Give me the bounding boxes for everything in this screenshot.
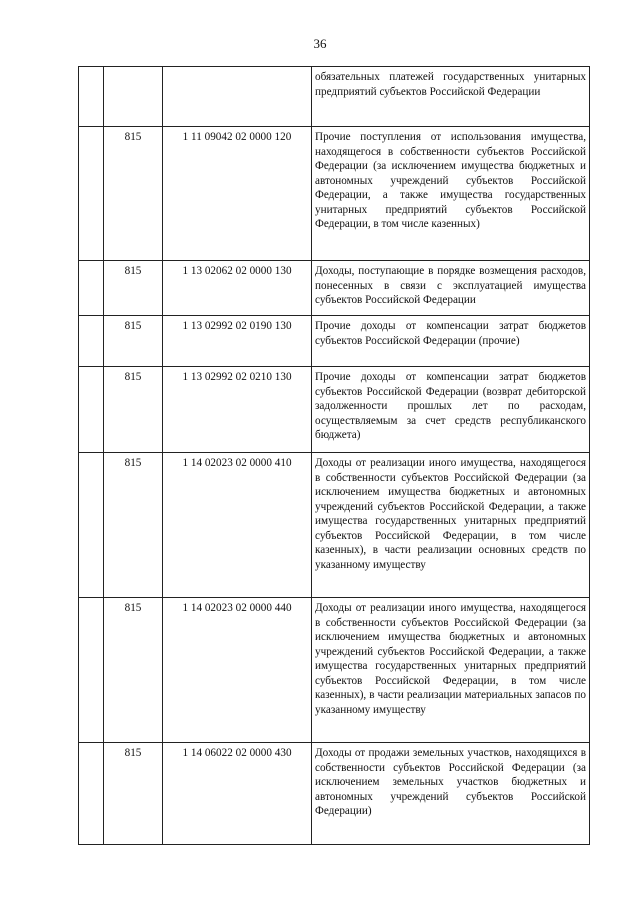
budget-code-cell: 1 13 02992 02 0210 130 [163,367,312,453]
income-name-cell: Доходы, поступающие в порядке возмещения расходов, понесенных в связи с эксплуатацией имущества субъектов Российской Федерации [312,261,590,316]
income-name-cell: Прочие доходы от компенсации затрат бюджетов субъектов Российской Федерации (возврат дебиторской задолженности прошлых лет по расходам, осуществляемым за счет средств республиканского бюджета) [312,367,590,453]
income-name-cell: Прочие доходы от компенсации затрат бюджетов субъектов Российской Федерации (прочие) [312,316,590,367]
revenue-codes-table [78,66,590,845]
table-row [79,316,590,367]
income-name-cell: Доходы от реализации иного имущества, находящегося в собственности субъектов Российской Федерации (за исключением имущества бюджетных и автономных учреждений субъектов Российской Федерации, а также имущества государственных унитарных предприятий субъектов Российской Федерации, в том числе казенных), в части реализации основных средств по указанному имуществу [312,453,590,598]
blank-cell [79,67,104,127]
admin-code-cell: 815 [104,316,163,367]
blank-cell [79,316,104,367]
table-row [79,453,590,598]
budget-code-cell [163,67,312,127]
income-name-cell: Доходы от реализации иного имущества, находящегося в собственности субъектов Российской Федерации (за исключением имущества бюджетных и автономных учреждений субъектов Российской Федерации, а также имущества государственных унитарных предприятий субъектов Российской Федерации, в том числе казенных), в части реализации материальных запасов по указанному имуществу [312,598,590,743]
admin-code-cell [104,67,163,127]
page-number: 36 [313,36,327,51]
budget-code-cell: 1 14 02023 02 0000 440 [163,598,312,743]
table-row [79,743,590,845]
admin-code-cell: 815 [104,743,163,845]
table-row [79,261,590,316]
admin-code-cell: 815 [104,453,163,598]
table-row [79,367,590,453]
admin-code-cell: 815 [104,261,163,316]
table-row [79,598,590,743]
blank-cell [79,261,104,316]
admin-code-cell: 815 [104,127,163,261]
blank-cell [79,367,104,453]
table-row [79,127,590,261]
blank-cell [79,598,104,743]
blank-cell [79,743,104,845]
budget-code-cell: 1 14 06022 02 0000 430 [163,743,312,845]
budget-code-cell: 1 14 02023 02 0000 410 [163,453,312,598]
income-name-cell: Доходы от продажи земельных участков, находящихся в собственности субъектов Российской Федерации (за исключением земельных участков бюджетных и автономных учреждений субъектов Российской Федерации) [312,743,590,845]
admin-code-cell: 815 [104,598,163,743]
table-row [79,67,590,127]
budget-code-cell: 1 13 02992 02 0190 130 [163,316,312,367]
blank-cell [79,453,104,598]
blank-cell [79,127,104,261]
income-name-cell: Прочие поступления от использования имущества, находящегося в собственности субъектов Российской Федерации (за исключением имущества бюджетных и автономных учреждений субъектов Российской Федерации, а также имущества государственных унитарных предприятий субъектов Российской Федерации, в том числе казенных) [312,127,590,261]
budget-code-cell: 1 13 02062 02 0000 130 [163,261,312,316]
budget-code-cell: 1 11 09042 02 0000 120 [163,127,312,261]
income-name-cell: обязательных платежей государственных унитарных предприятий субъектов Российской Федерации [312,67,590,127]
admin-code-cell: 815 [104,367,163,453]
